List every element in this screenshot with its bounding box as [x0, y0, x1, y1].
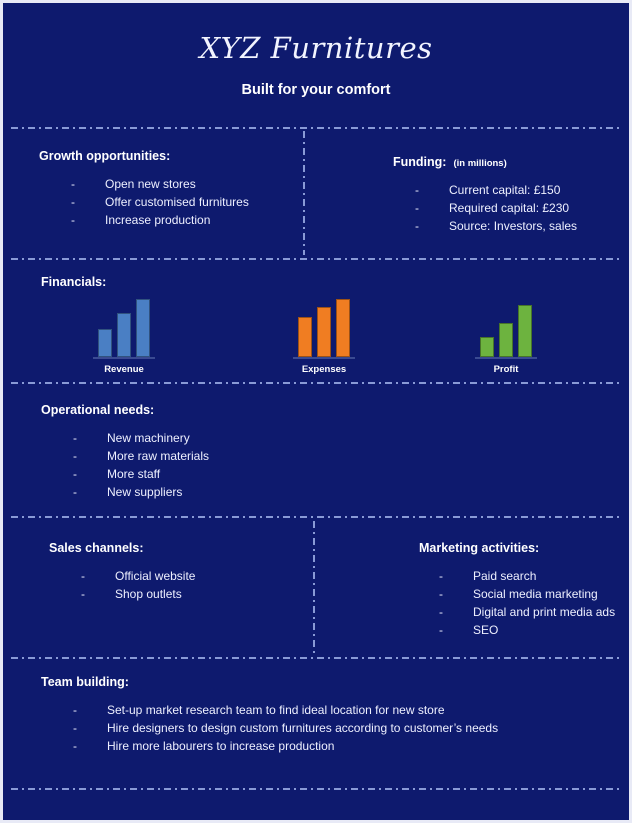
bullet-dash: -	[71, 177, 75, 191]
bullet-dash: -	[73, 449, 77, 463]
funding-list	[393, 181, 623, 235]
list-item-label: Source: Investors, sales	[449, 219, 578, 233]
list-item-label: Increase production	[105, 213, 211, 227]
list-item	[439, 567, 632, 585]
divider-vertical-bottom	[313, 521, 315, 653]
chart-bar	[480, 337, 494, 357]
section-sales-channels	[49, 541, 289, 603]
list-item-label: Official website	[115, 569, 196, 583]
chart-revenue	[64, 295, 184, 375]
chart-bar	[317, 307, 331, 357]
chart-baseline	[293, 357, 355, 359]
list-item	[73, 429, 341, 447]
divider-vertical-top	[303, 131, 305, 255]
chart-baseline	[475, 357, 537, 359]
list-item	[415, 217, 623, 235]
bullet-dash: -	[415, 183, 419, 197]
divider-financials	[11, 382, 621, 384]
chart-bar	[298, 317, 312, 357]
marketing-list	[419, 567, 632, 639]
chart-bar	[136, 299, 150, 357]
financials-charts	[3, 295, 632, 375]
list-item	[415, 199, 623, 217]
bullet-dash: -	[73, 485, 77, 499]
divider-footer	[11, 788, 621, 790]
list-item	[73, 737, 601, 755]
list-item-label: New suppliers	[107, 485, 183, 499]
section-team-building	[41, 675, 601, 755]
list-item-label: Current capital: £150	[449, 183, 561, 197]
section-heading: Marketing activities:	[419, 541, 540, 555]
list-item-label: Social media marketing	[473, 587, 598, 601]
list-item	[73, 719, 601, 737]
list-item	[439, 585, 632, 603]
chart-label: Profit	[493, 364, 519, 375]
section-heading: Operational needs:	[41, 403, 155, 417]
bullet-dash: -	[73, 431, 77, 445]
chart-bar	[98, 329, 112, 357]
team-list	[41, 701, 601, 755]
list-item-label: Offer customised furnitures	[105, 195, 249, 209]
list-item	[81, 567, 289, 585]
bullet-dash: -	[81, 569, 85, 583]
bullet-dash: -	[439, 587, 443, 601]
chart-profit	[446, 295, 566, 375]
section-heading: Sales channels:	[49, 541, 144, 555]
bullet-dash: -	[439, 569, 443, 583]
chart-baseline	[93, 357, 155, 359]
list-item	[73, 483, 341, 501]
divider-operational	[11, 516, 621, 518]
chart-label: Expenses	[301, 364, 347, 375]
bullet-dash: -	[415, 201, 419, 215]
chart-bar	[518, 305, 532, 357]
chart-label: Revenue	[104, 364, 144, 375]
divider-header	[11, 127, 621, 129]
list-item	[71, 175, 294, 193]
list-item	[439, 621, 632, 639]
bullet-dash: -	[71, 195, 75, 209]
sales-list	[49, 567, 289, 603]
section-marketing-activities	[419, 541, 632, 639]
bullet-dash: -	[439, 623, 443, 637]
section-operational-needs	[41, 403, 341, 501]
list-item	[439, 603, 632, 621]
divider-channels	[11, 657, 621, 659]
list-item-label: Digital and print media ads	[473, 605, 616, 619]
bullet-dash: -	[415, 219, 419, 233]
section-heading	[393, 155, 623, 169]
section-heading: Growth opportunities:	[39, 149, 171, 163]
bullet-dash: -	[73, 467, 77, 481]
list-item	[81, 585, 289, 603]
chart-bars	[264, 295, 384, 357]
page-subtitle: Built for your comfort	[241, 82, 391, 98]
list-item-label: SEO	[473, 623, 499, 637]
operational-list	[41, 429, 341, 501]
chart-bar	[117, 313, 131, 357]
bullet-dash: -	[71, 213, 75, 227]
list-item-label: Set-up market research team to find ideal location for new store	[107, 703, 445, 717]
page-title: XYZ Furnitures	[199, 31, 433, 65]
growth-list	[39, 175, 294, 229]
chart-bars	[446, 295, 566, 357]
list-item-label: Open new stores	[105, 177, 196, 191]
list-item-label: Shop outlets	[115, 587, 182, 601]
section-funding	[393, 155, 623, 235]
bullet-dash: -	[439, 605, 443, 619]
list-item-label: More staff	[107, 467, 161, 481]
bullet-dash: -	[73, 721, 77, 735]
list-item-label: Paid search	[473, 569, 537, 583]
list-item	[73, 701, 601, 719]
list-item-label: Required capital: £230	[449, 201, 570, 215]
bullet-dash: -	[81, 587, 85, 601]
chart-bar	[499, 323, 513, 357]
funding-heading-label: Funding:	[393, 155, 447, 169]
list-item	[415, 181, 623, 199]
bullet-dash: -	[73, 739, 77, 753]
list-item-label: Hire more labourers to increase production	[107, 739, 335, 753]
list-item-label: Hire designers to design custom furnitures according to customer’s needs	[107, 721, 499, 735]
section-heading: Team building:	[41, 675, 129, 689]
list-item	[73, 447, 341, 465]
list-item-label: New machinery	[107, 431, 190, 445]
section-heading: Financials:	[41, 275, 107, 289]
chart-expenses	[264, 295, 384, 375]
section-growth-opportunities	[39, 149, 294, 229]
list-item	[71, 193, 294, 211]
chart-bars	[64, 295, 184, 357]
bullet-dash: -	[73, 703, 77, 717]
funding-unit-note: (in millions)	[453, 158, 507, 169]
list-item	[71, 211, 294, 229]
list-item	[73, 465, 341, 483]
chart-bar	[336, 299, 350, 357]
divider-growth	[11, 258, 621, 260]
list-item-label: More raw materials	[107, 449, 210, 463]
